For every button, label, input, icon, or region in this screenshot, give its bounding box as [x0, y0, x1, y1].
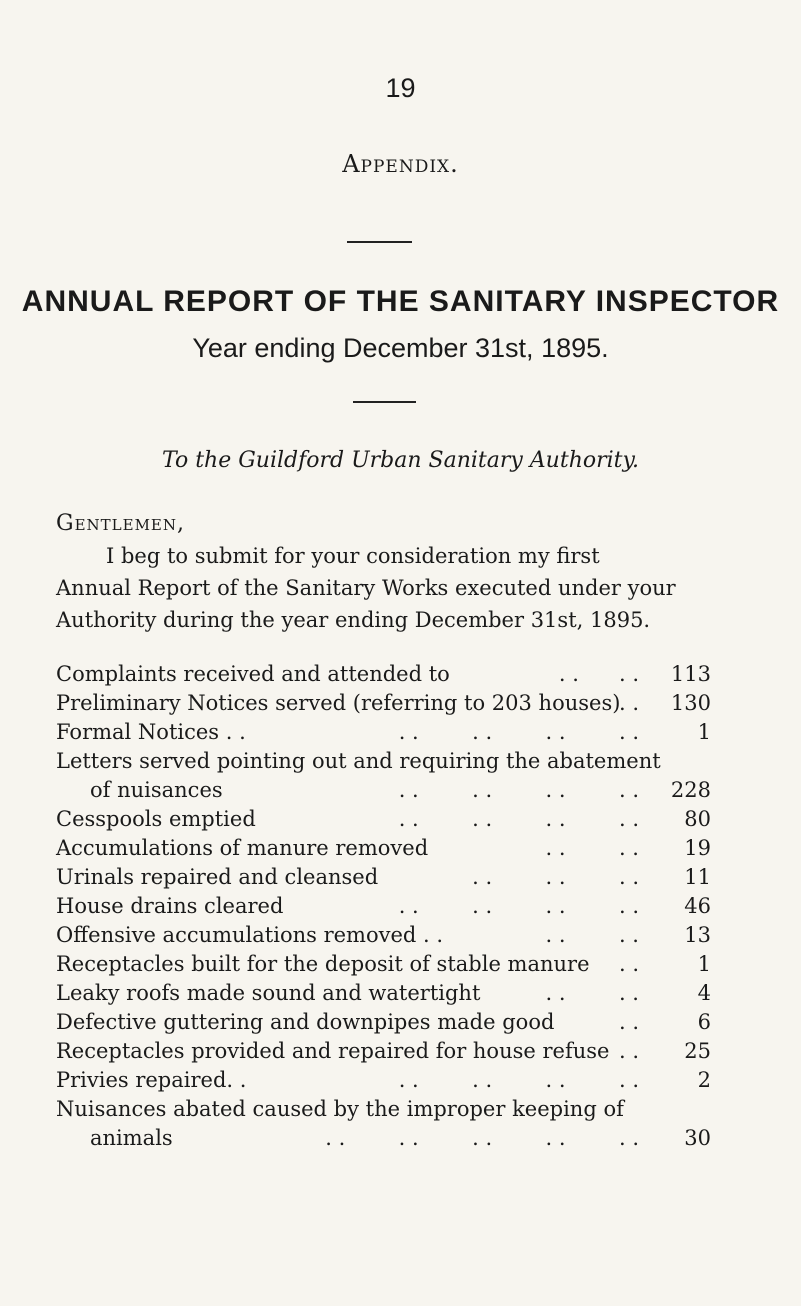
- item-label: Urinals repaired and cleansed: [56, 865, 379, 889]
- intro-line: Annual Report of the Sanitary Works executed under your: [56, 576, 676, 600]
- item-count: 1: [697, 720, 711, 744]
- list-item: [56, 805, 711, 834]
- leader-dots: . .: [618, 691, 639, 715]
- item-count: 30: [684, 1126, 711, 1150]
- leader-dots: . . . . . . . .: [398, 894, 639, 918]
- list-item: [56, 1124, 711, 1153]
- leader-dots: . . . .: [545, 836, 639, 860]
- leader-dots: . . . . . . . .: [398, 807, 639, 831]
- item-count: 11: [684, 865, 711, 889]
- item-label: animals: [90, 1126, 173, 1150]
- items-list: [56, 660, 711, 1153]
- intro-line: I beg to submit for your consideration my first: [106, 544, 600, 568]
- list-item: [56, 892, 711, 921]
- item-label: Preliminary Notices served (referring to 203 houses): [56, 691, 621, 715]
- addressee: To the Guildford Urban Sanitary Authority.: [161, 448, 640, 473]
- leader-dots: . . . . . . . .: [398, 720, 639, 744]
- list-item: [56, 950, 711, 979]
- item-count: 19: [684, 836, 711, 860]
- report-title: ANNUAL REPORT OF THE SANITARY INSPECTOR: [21, 285, 780, 318]
- leader-dots: . . . .: [545, 981, 639, 1005]
- item-count: 228: [670, 778, 711, 802]
- leader-dots: . .: [618, 952, 639, 976]
- list-item: [56, 1095, 711, 1124]
- item-count: 4: [697, 981, 711, 1005]
- list-item: [56, 660, 711, 689]
- item-label: Nuisances abated caused by the improper keeping of: [56, 1097, 624, 1121]
- intro-paragraph: [56, 540, 750, 636]
- list-item: [56, 834, 711, 863]
- list-item: [56, 1066, 711, 1095]
- report-subtitle: Year ending December 31st, 1895.: [192, 333, 609, 363]
- item-count: 80: [684, 807, 711, 831]
- item-count: 6: [697, 1010, 711, 1034]
- list-item: [56, 718, 711, 747]
- item-count: 130: [670, 691, 711, 715]
- item-label: Offensive accumulations removed . .: [56, 923, 444, 947]
- page-number: 19: [385, 73, 416, 103]
- item-label: House drains cleared: [56, 894, 284, 918]
- item-label: Formal Notices . .: [56, 720, 246, 744]
- item-label: Leaky roofs made sound and watertight: [56, 981, 481, 1005]
- item-count: 13: [684, 923, 711, 947]
- leader-dots: . . . . . . . .: [398, 778, 639, 802]
- list-item: [56, 747, 711, 776]
- leader-dots: . .: [618, 1039, 639, 1063]
- item-label: Letters served pointing out and requiring the abatement: [56, 749, 661, 773]
- list-item: [56, 776, 711, 805]
- item-count: 113: [670, 662, 711, 686]
- leader-dots: . . . . . . . .: [398, 1068, 639, 1092]
- list-item: [56, 1008, 711, 1037]
- item-label: Privies repaired. .: [56, 1068, 247, 1092]
- list-item: [56, 1037, 711, 1066]
- item-label: Complaints received and attended to: [56, 662, 450, 686]
- leader-dots: . . . . . .: [472, 865, 639, 889]
- appendix-heading: Appendix.: [342, 150, 459, 178]
- leader-dots: . .: [618, 1010, 639, 1034]
- item-count: 25: [684, 1039, 711, 1063]
- item-label: Receptacles provided and repaired for house refuse: [56, 1039, 610, 1063]
- item-label: Cesspools emptied: [56, 807, 256, 831]
- intro-line: Authority during the year ending December 31st, 1895.: [56, 608, 651, 632]
- item-count: 1: [697, 952, 711, 976]
- divider-rule: [353, 401, 416, 403]
- item-label: Receptacles built for the deposit of stable manure: [56, 952, 590, 976]
- list-item: [56, 921, 711, 950]
- list-item: [56, 863, 711, 892]
- salutation: Gentlemen,: [56, 511, 185, 536]
- leader-dots: . . . .: [545, 923, 639, 947]
- item-count: 2: [697, 1068, 711, 1092]
- divider-rule: [347, 241, 412, 243]
- leader-dots: . . . . . . . . . .: [325, 1126, 639, 1150]
- list-item: [56, 689, 711, 718]
- list-item: [56, 979, 711, 1008]
- item-count: 46: [684, 894, 711, 918]
- leader-dots: . . . .: [558, 662, 639, 686]
- item-label: of nuisances: [90, 778, 223, 802]
- item-label: Accumulations of manure removed: [56, 836, 429, 860]
- item-label: Defective guttering and downpipes made good: [56, 1010, 555, 1034]
